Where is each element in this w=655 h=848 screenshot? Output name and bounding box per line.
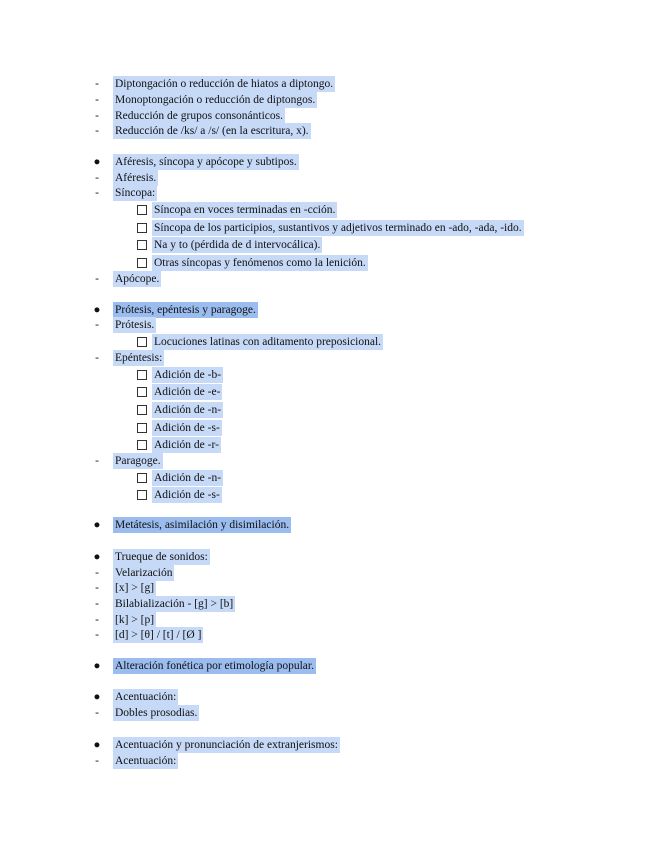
list-item-text: Epéntesis: — [115, 352, 163, 364]
dash-marker: - — [95, 707, 99, 719]
dash-marker: - — [95, 319, 99, 331]
dash-marker: - — [95, 125, 99, 137]
bullet-marker: ● — [93, 519, 101, 531]
checkbox-item-text: Síncopa de los participios, sustantivos y adjetivos terminado en -ado, -ada, -ido. — [154, 222, 522, 234]
list-item-text: Apócope. — [115, 273, 160, 285]
list-item-text: Aféresis. — [115, 172, 157, 184]
dash-marker: - — [95, 614, 99, 626]
checkbox-item-text: Adición de -b- — [154, 369, 222, 381]
dash-marker: - — [95, 187, 99, 199]
bullet-marker: ● — [93, 691, 101, 703]
dash-marker: - — [95, 110, 99, 122]
checkbox-icon[interactable] — [137, 370, 147, 380]
dash-marker: - — [95, 455, 99, 467]
list-item-text: Monoptongación o reducción de diptongos. — [115, 94, 316, 106]
dash-marker: - — [95, 567, 99, 579]
dash-marker: - — [95, 629, 99, 641]
list-item-text: Prótesis. — [115, 319, 155, 331]
list-item-text: Bilabialización - [g] > [b] — [115, 598, 234, 610]
checkbox-item-text: Adición de -r- — [154, 439, 219, 451]
bullet-marker: ● — [93, 156, 101, 168]
checkbox-item-text: Locuciones latinas con aditamento preposicional. — [154, 336, 382, 348]
list-item-text: Dobles prosodias. — [115, 707, 198, 719]
list-item-text: Alteración fonética por etimología popular. — [115, 660, 314, 672]
dash-marker: - — [95, 273, 99, 285]
bullet-marker: ● — [93, 739, 101, 751]
checkbox-icon[interactable] — [137, 440, 147, 450]
checkbox-icon[interactable] — [137, 387, 147, 397]
checkbox-item-text: Adición de -s- — [154, 422, 220, 434]
dash-marker: - — [95, 755, 99, 767]
list-item-text: Metátesis, asimilación y disimilación. — [115, 519, 290, 531]
dash-marker: - — [95, 352, 99, 364]
checkbox-item-text: Adición de -n- — [154, 404, 222, 416]
list-item-text: Síncopa: — [115, 187, 156, 199]
list-item-text: Acentuación: — [115, 691, 177, 703]
dash-marker: - — [95, 598, 99, 610]
checkbox-icon[interactable] — [137, 240, 147, 250]
checkbox-icon[interactable] — [137, 223, 147, 233]
list-item-text: [d] > [θ] / [t] / [Ø ] — [115, 629, 202, 641]
dash-marker: - — [95, 582, 99, 594]
list-item-text: Reducción de grupos consonánticos. — [115, 110, 283, 122]
checkbox-item-text: Síncopa en voces terminadas en -cción. — [154, 204, 336, 216]
checkbox-item-text: Adición de -n- — [154, 472, 222, 484]
checkbox-item-text: Adición de -s- — [154, 489, 220, 501]
checkbox-icon[interactable] — [137, 490, 147, 500]
list-item-text: Velarización — [115, 567, 173, 579]
list-item-text: Aféresis, síncopa y apócope y subtipos. — [115, 156, 297, 168]
checkbox-item-text: Adición de -e- — [154, 386, 221, 398]
checkbox-icon[interactable] — [137, 205, 147, 215]
checkbox-icon[interactable] — [137, 473, 147, 483]
list-item-text: Trueque de sonidos: — [115, 551, 208, 563]
checkbox-icon[interactable] — [137, 258, 147, 268]
list-item-text: Prótesis, epéntesis y paragoge. — [115, 304, 256, 316]
list-item-text: [k] > [p] — [115, 614, 155, 626]
bullet-marker: ● — [93, 551, 101, 563]
bullet-marker: ● — [93, 660, 101, 672]
list-item-text: Reducción de /ks/ a /s/ (en la escritura, x). — [115, 125, 309, 137]
dash-marker: - — [95, 94, 99, 106]
bullet-marker: ● — [93, 304, 101, 316]
checkbox-icon[interactable] — [137, 405, 147, 415]
list-item-text: Acentuación y pronunciación de extranjerismos: — [115, 739, 338, 751]
list-item-text: Acentuación: — [115, 755, 177, 767]
checkbox-icon[interactable] — [137, 337, 147, 347]
list-item-text: [x] > [g] — [115, 582, 155, 594]
checkbox-item-text: Otras síncopas y fenómenos como la lenición. — [154, 257, 366, 269]
list-item-text: Diptongación o reducción de hiatos a diptongo. — [115, 78, 334, 90]
list-item-text: Paragoge. — [115, 455, 161, 467]
checkbox-icon[interactable] — [137, 423, 147, 433]
checkbox-item-text: Na y to (pérdida de d intervocálica). — [154, 239, 321, 251]
dash-marker: - — [95, 78, 99, 90]
dash-marker: - — [95, 172, 99, 184]
